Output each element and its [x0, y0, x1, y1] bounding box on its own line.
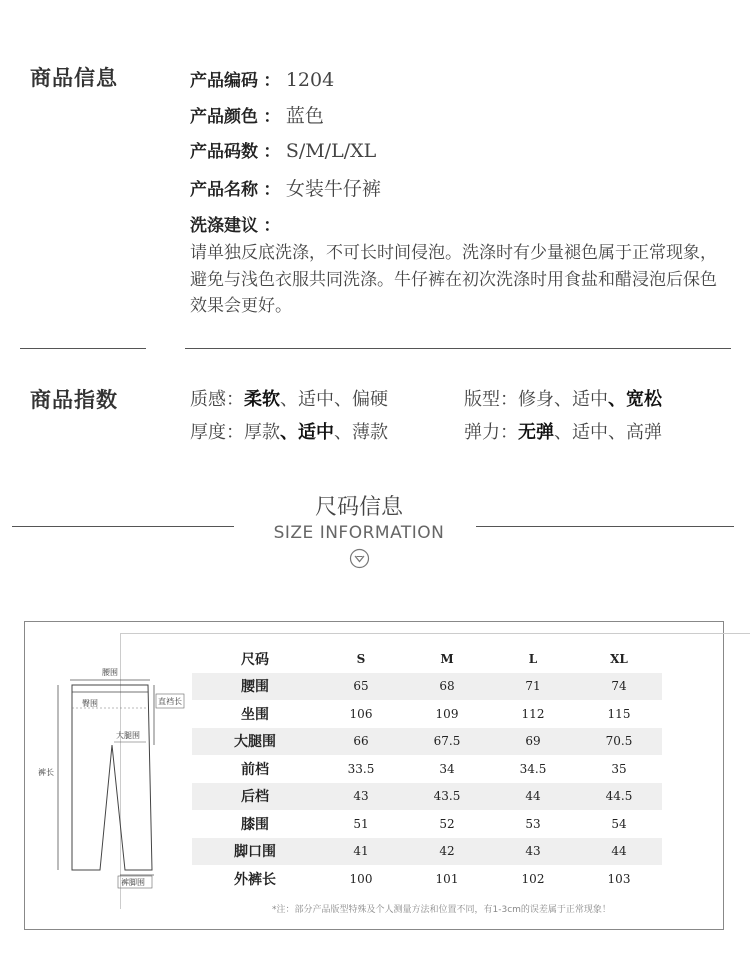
table-row: 前档 33.5 34 34.5 35 — [241, 761, 627, 778]
table-row: 大腿围 66 67.5 69 70.5 — [192, 728, 662, 756]
diagram-label-rise: 直裆长 — [158, 697, 182, 706]
field-color: 产品颜色 ： 蓝色 — [190, 105, 324, 127]
divider-left — [20, 348, 146, 349]
diagram-label-thigh: 大腿围 — [116, 731, 140, 740]
index-texture: 质感：柔软、适中、偏硬 — [190, 389, 388, 410]
divider-right — [185, 348, 731, 349]
field-name: 产品名称 ： 女装牛仔裤 — [190, 178, 381, 200]
field-wash: 洗涤建议 ： — [190, 216, 281, 236]
size-divider-left — [12, 526, 234, 527]
diagram-label-hem: 裤脚围 — [121, 878, 145, 887]
index-thickness: 厚度：厚款、适中、薄款 — [190, 422, 388, 443]
field-color-value: 蓝色 — [285, 105, 324, 127]
table-row: 坐围 106 109 112 115 — [241, 706, 631, 723]
table-row: 膝围 51 52 53 54 — [241, 816, 627, 833]
size-note: *注：部分产品版型特殊及个人测量方法和位置不同，有1-3cm的误差属于正常现象！ — [272, 905, 611, 915]
table-header-row: 尺码 S M L XL — [241, 651, 628, 668]
field-sizes-value: S/M/L/XL — [285, 140, 377, 162]
field-name-value: 女装牛仔裤 — [285, 178, 381, 200]
table-row: 后档 43 43.5 44 44.5 — [192, 783, 662, 811]
size-title-cn: 尺码信息 — [314, 495, 403, 520]
index-elasticity: 弹力：无弹、适中、高弹 — [464, 422, 662, 443]
size-divider-right — [476, 526, 734, 527]
diagram-label-hip: 臀围 — [82, 699, 98, 708]
field-code-key: 产品编码 — [190, 71, 258, 91]
diagram-label-waist: 腰围 — [102, 668, 118, 677]
size-table — [192, 645, 662, 893]
field-sizes: 产品码数 ： S/M/L/XL — [190, 140, 377, 162]
field-color-key: 产品颜色 — [190, 107, 258, 127]
product-info-title: 商品信息 — [30, 66, 118, 90]
pants-diagram — [30, 660, 190, 895]
field-code: 产品编码 ： 1204 — [190, 69, 335, 91]
wash-instructions: 请单独反底洗涤，不可长时间侵泡。洗涤时有少量褪色属于正常现象，避免与浅色衣服共同洗涤。牛仔裤在初次洗涤时用食盐和醋浸泡后保色效果会更好。 — [190, 243, 717, 316]
field-code-value: 1204 — [285, 69, 335, 91]
field-name-key: 产品名称 — [190, 180, 258, 200]
diagram-label-length: 裤长 — [38, 768, 54, 777]
table-row: 外裤长 100 101 102 103 — [234, 871, 631, 888]
index-fit: 版型：修身、适中、宽松 — [464, 389, 662, 410]
field-wash-key: 洗涤建议 — [190, 216, 258, 236]
field-sizes-key: 产品码数 — [190, 142, 258, 162]
size-title-en: SIZE INFORMATION — [273, 523, 445, 543]
table-row: 腰围 65 68 71 74 — [192, 673, 662, 701]
product-index-title: 商品指数 — [30, 388, 118, 412]
chevron-down-circle-icon — [349, 548, 370, 569]
table-row: 脚口围 41 42 43 44 — [192, 838, 662, 866]
